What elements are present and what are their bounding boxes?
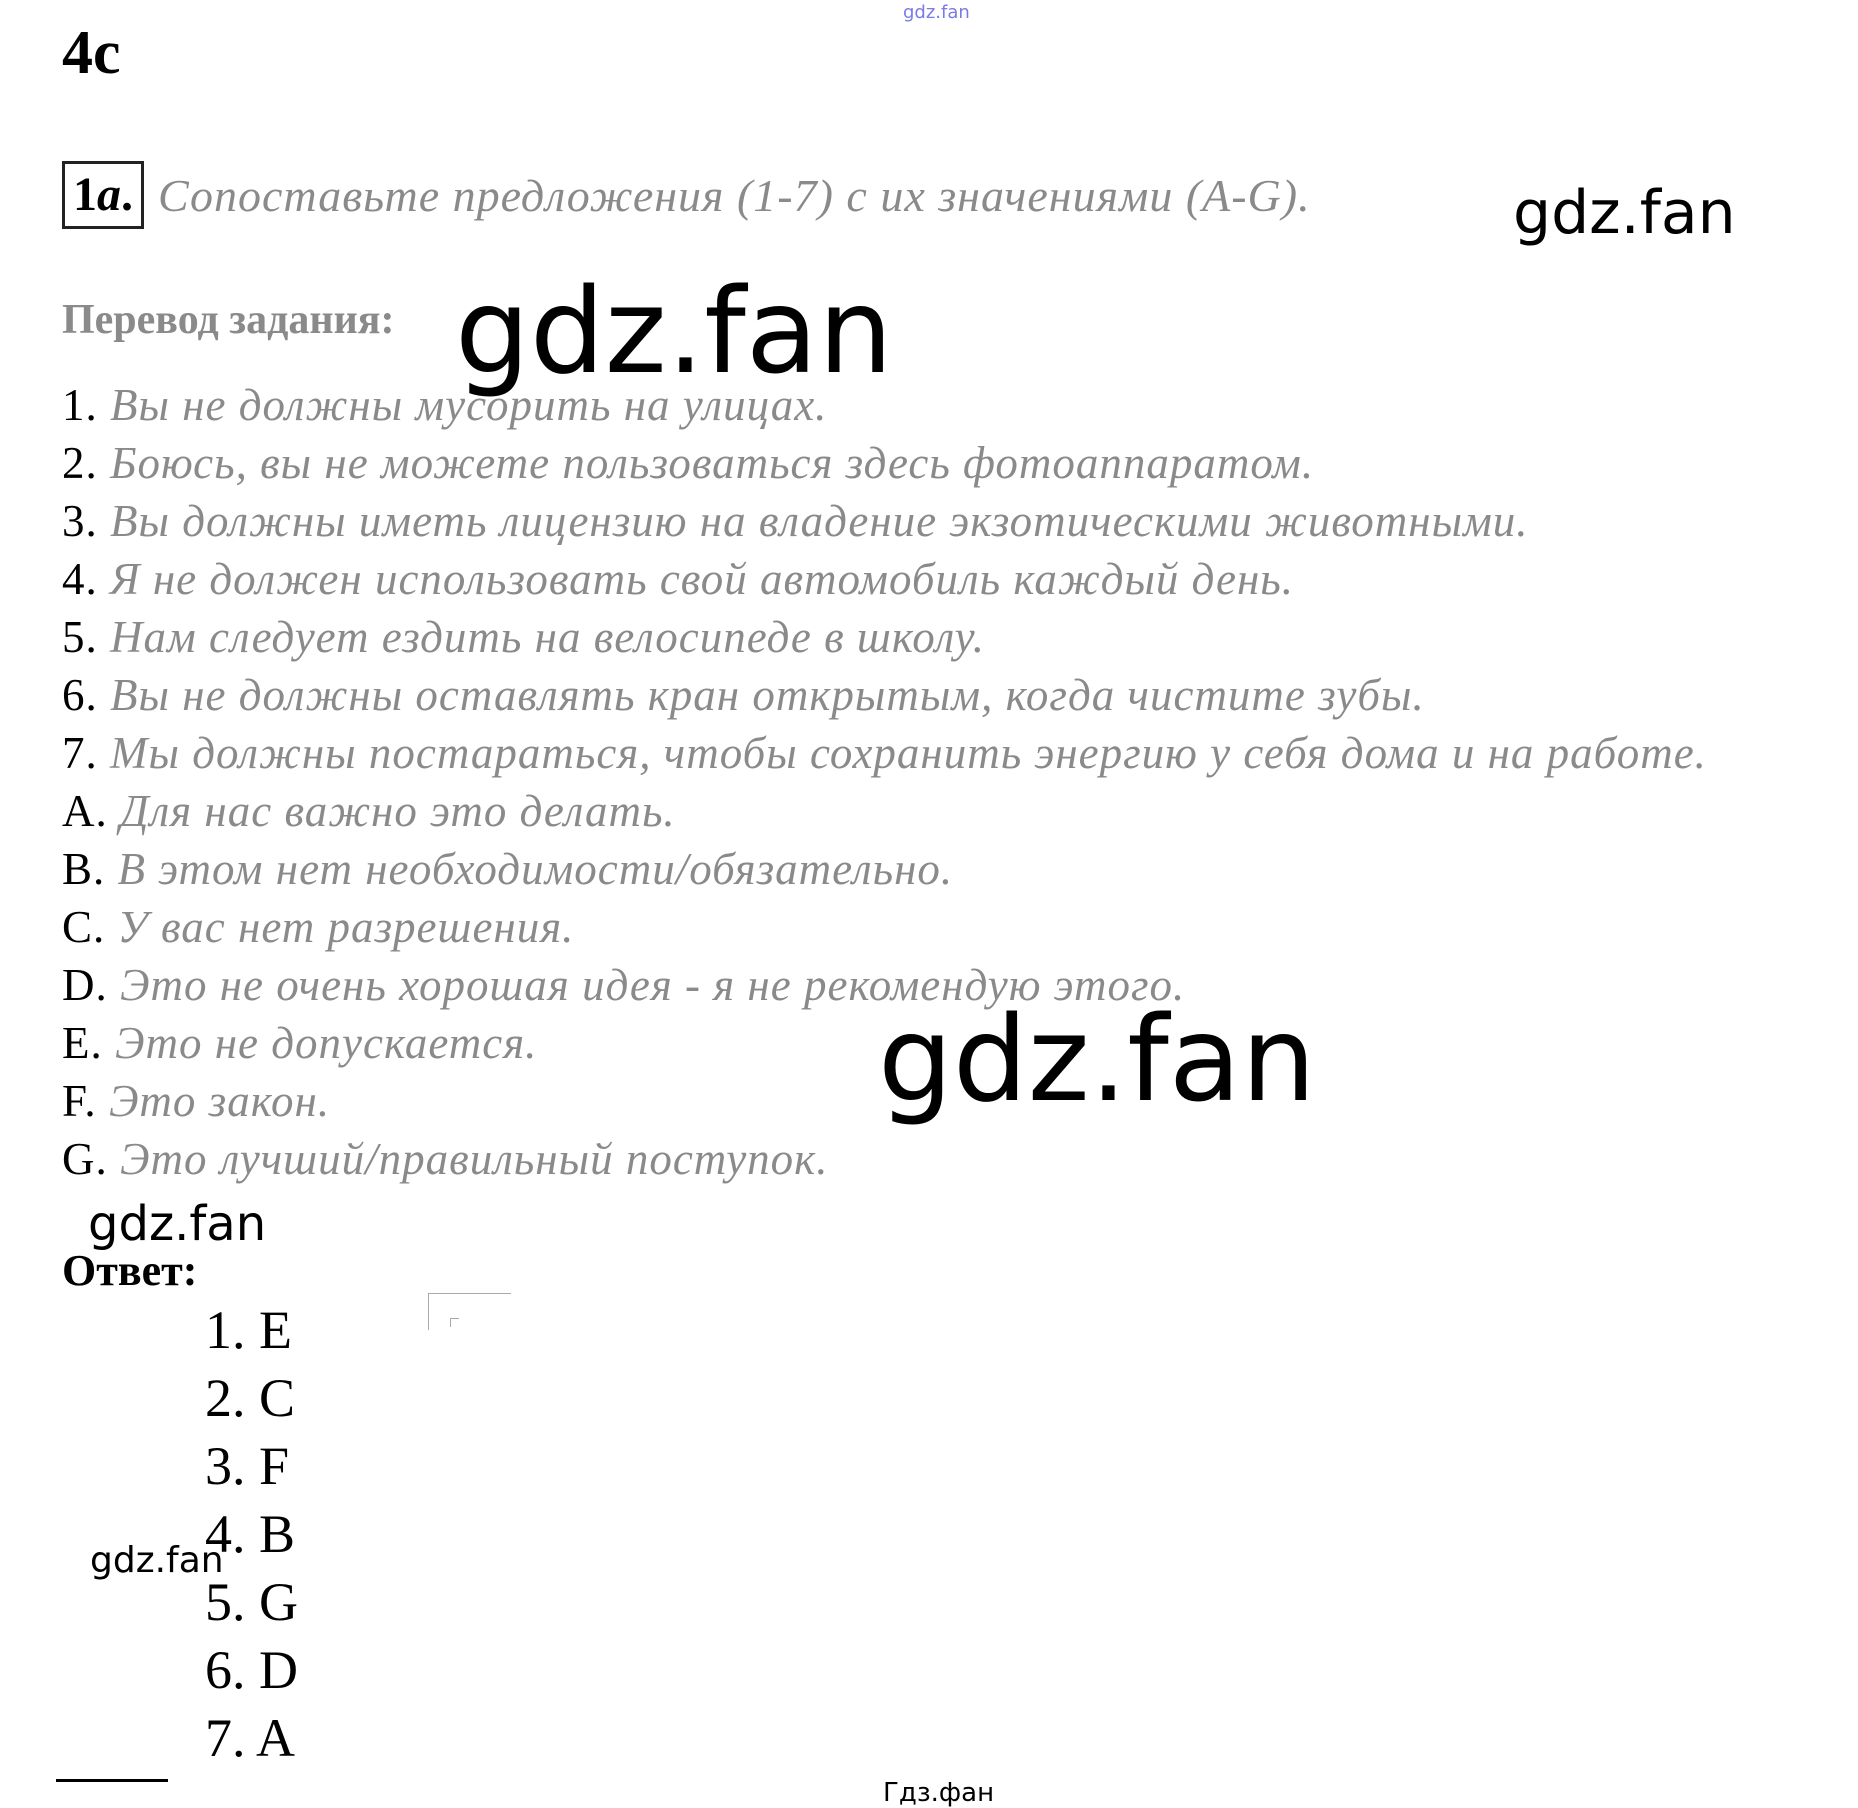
answer-item: 7. A [205,1708,296,1768]
item-text: Вы должны иметь лицензию на владение экзотическими животными. [110,496,1529,546]
item-letter: D. [62,960,108,1010]
item-number: 2. [62,438,98,488]
list-item [62,666,1707,724]
item-text: В этом нет необходимости/обязательно. [117,844,954,894]
item-number: 1. [62,380,98,430]
item-number: 7. [62,728,98,778]
corner-mark-inner [450,1318,459,1327]
list-item [62,492,1707,550]
task-letter: a [97,168,121,221]
watermark: gdz.fan [455,262,893,400]
list-item [62,550,1707,608]
answer-item: 6. D [205,1640,298,1700]
list-item [62,434,1707,492]
item-letter: B. [62,844,106,894]
item-number: 6. [62,670,98,720]
task-dot: . [121,168,133,221]
answer-list [205,1296,298,1772]
item-text: Боюсь, вы не можете пользоваться здесь фотоаппаратом. [110,438,1315,488]
watermark-top: gdz.fan [903,2,970,23]
item-text: Нам следует ездить на велосипеде в школу. [110,612,986,662]
item-letter: A. [62,786,108,836]
watermark: gdz.fan [1513,178,1736,248]
item-text: Это не очень хорошая идея - я не рекомендую этого. [120,960,1186,1010]
item-letter: F. [62,1076,97,1126]
translation-heading: Перевод задания: [62,297,395,343]
answer-item: 2. C [205,1368,296,1428]
item-text: Это не допускается. [115,1018,538,1068]
watermark: gdz.fan [88,1196,267,1252]
task-header [62,160,1311,230]
watermark-bottom: Гдз.фан [883,1778,995,1808]
answer-item: 3. F [205,1436,290,1496]
list-item [62,1130,1707,1188]
watermark: gdz.fan [90,1540,224,1581]
item-letter: E. [62,1018,103,1068]
item-text: Вы не должны оставлять кран открытым, когда чистите зубы. [110,670,1425,720]
task-number: 1 [73,168,97,221]
answer-item: 5. G [205,1572,298,1632]
list-item [62,898,1707,956]
list-item [62,782,1707,840]
answer-heading: Ответ: [62,1246,198,1295]
watermark: gdz.fan [878,990,1316,1128]
item-text: Для нас важно это делать. [120,786,676,836]
item-letter: G. [62,1134,108,1184]
list-item [62,608,1707,666]
item-letter: C. [62,902,106,952]
item-text: Мы должны постараться, чтобы сохранить энергию у себя дома и на работе. [110,728,1707,778]
item-number: 4. [62,554,98,604]
footnote-rule [56,1779,168,1782]
unit-title: 4c [62,19,121,87]
list-item [62,724,1707,782]
item-text: У вас нет разрешения. [117,902,575,952]
item-number: 3. [62,496,98,546]
task-instruction: Сопоставьте предложения (1-7) с их значениями (A-G). [158,169,1311,221]
answer-item: 4. B [205,1504,296,1564]
corner-mark [428,1293,511,1330]
task-number-box [62,161,144,229]
item-text: Это закон. [108,1076,331,1126]
item-number: 5. [62,612,98,662]
item-text: Я не должен использовать свой автомобиль каждый день. [110,554,1295,604]
item-text: Вы не должны мусорить на улицах. [110,380,828,430]
answer-item: 1. E [205,1300,292,1360]
list-item [62,840,1707,898]
item-text: Это лучший/правильный поступок. [120,1134,829,1184]
